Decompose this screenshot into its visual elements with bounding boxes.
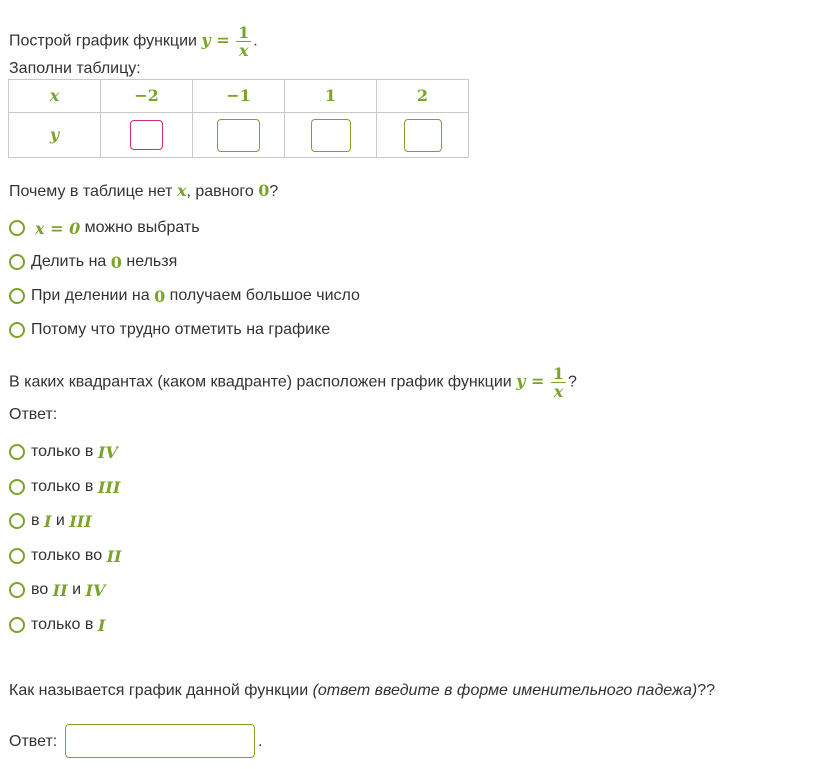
q2-option-3[interactable]: [9, 285, 360, 307]
radio-button[interactable]: [9, 479, 25, 495]
q3-option-5[interactable]: [9, 579, 105, 601]
x-value: 2: [416, 86, 429, 105]
question-3-text: В каких квадрантах (каком квадранте) расположен график функции: [9, 373, 512, 391]
q3-option-2[interactable]: [9, 476, 120, 498]
option-label: во: [31, 581, 49, 598]
option-label: получаем большое число: [169, 287, 360, 304]
option-math: I: [43, 511, 52, 531]
y-input-1[interactable]: [311, 119, 351, 152]
radio-button[interactable]: [9, 444, 25, 460]
equation-lhs: y =: [201, 30, 230, 50]
radio-button[interactable]: [9, 513, 25, 529]
option-math: II: [52, 580, 68, 600]
q2-option-1[interactable]: [9, 217, 200, 239]
q2-option-2[interactable]: [9, 251, 177, 273]
fraction-numerator: 1: [238, 23, 250, 42]
q3-option-3[interactable]: [9, 510, 92, 532]
option-label: нельзя: [126, 253, 178, 270]
question-1-text: Построй график функции: [9, 32, 197, 50]
question-4-suffix: ??: [697, 682, 716, 699]
question-3-title: [9, 365, 577, 400]
fraction: [551, 365, 566, 400]
fill-table-label: Заполни таблицу:: [9, 60, 141, 77]
option-label: и: [55, 512, 65, 529]
y-input-minus-2[interactable]: [130, 120, 163, 150]
option-math: 0: [154, 286, 166, 306]
radio-button[interactable]: [9, 322, 25, 338]
option-label: можно выбрать: [84, 219, 200, 236]
x-value: −1: [226, 86, 251, 105]
option-math: IV: [97, 442, 118, 462]
answer-input[interactable]: [65, 724, 255, 758]
question-4-title: [9, 682, 715, 700]
question-4-text: Как называется график данной функции: [9, 682, 309, 699]
q2-option-4[interactable]: [9, 319, 330, 341]
radio-button[interactable]: [9, 220, 25, 236]
question-2-text: , равного: [186, 183, 254, 200]
option-label: Делить на: [31, 253, 107, 270]
y-header: y: [49, 125, 60, 144]
radio-button[interactable]: [9, 254, 25, 270]
radio-button[interactable]: [9, 548, 25, 564]
fraction-denominator: x: [238, 41, 249, 60]
q3-option-6[interactable]: [9, 614, 105, 636]
question-4-hint: (ответ введите в форме именительного падежа): [312, 682, 698, 699]
equation-lhs: y =: [516, 371, 545, 391]
zero: 0: [258, 181, 270, 200]
option-math: II: [106, 546, 122, 566]
option-math: 0: [110, 252, 122, 272]
radio-button[interactable]: [9, 617, 25, 633]
x-value: 1: [324, 86, 337, 105]
fraction: [236, 24, 251, 59]
question-2-title: [9, 181, 278, 201]
q3-option-4[interactable]: [9, 545, 122, 567]
fraction-denominator: x: [553, 382, 564, 401]
x-header: x: [49, 86, 60, 105]
question-1-title: [9, 24, 258, 59]
answer-label-2: Ответ:: [9, 733, 58, 750]
option-label: только в: [31, 616, 94, 633]
question-2-text: Почему в таблице нет: [9, 183, 173, 200]
answer-suffix: .: [258, 733, 263, 750]
option-label: только во: [31, 547, 103, 564]
x-value: −2: [134, 86, 159, 105]
option-math: x = 0: [35, 218, 81, 238]
option-label: Потому что трудно отметить на графике: [31, 321, 331, 338]
values-table: [8, 79, 469, 158]
option-math: IV: [85, 580, 106, 600]
option-label: в: [31, 512, 40, 529]
y-input-minus-1[interactable]: [217, 119, 260, 152]
fraction-numerator: 1: [552, 364, 565, 383]
q3-option-1[interactable]: [9, 441, 118, 463]
table-row-y: [9, 113, 469, 158]
question-1-suffix: .: [253, 32, 258, 50]
option-label: При делении на: [31, 287, 150, 304]
option-label: только в: [31, 478, 94, 495]
option-label: и: [72, 581, 82, 598]
option-math: III: [69, 511, 92, 531]
question-2-text: ?: [269, 183, 279, 200]
radio-button[interactable]: [9, 288, 25, 304]
option-label: только в: [31, 443, 94, 460]
answer-label: Ответ:: [9, 406, 58, 423]
radio-button[interactable]: [9, 582, 25, 598]
table-row-x: [9, 80, 469, 113]
option-math: I: [97, 615, 106, 635]
question-3-suffix: ?: [568, 373, 577, 391]
var-x: x: [176, 181, 187, 200]
y-input-2[interactable]: [404, 119, 442, 152]
option-math: III: [97, 477, 121, 497]
